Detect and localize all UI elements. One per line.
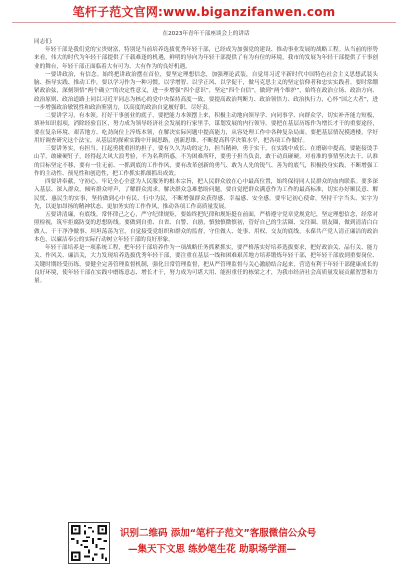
paragraph: 一要讲政治，有信念。始终把讲政治摆在首位，要坚定理想信念，加强理论武装，自觉用习近平新时代中国特色社会主义思想武装头脑、指导实践、推动工作，要以学习作为一种习惯，以学增智、以学正风、以学促干，做马克思主义的坚定信仰者和忠实实践者。要时常绷紧政治弦，深刻领悟“两个确立”的决定性意义，进一步增强“四个意识”，坚定“四个自信”，做到“两个维护”，始终在政治立场、政治方向、政治原则、政治道路上同以习近平同志为核心的党中央保持高度一致，要提高政治判断力、政治领悟力、政治执行力，心怀“国之大者”，进一步增强政治敏锐性和政治鉴别力，以高度的政治自觉履好职、尽好责。 — [34, 71, 378, 111]
document-body — [34, 30, 378, 512]
salutation: 同志们: — [34, 39, 53, 45]
footer-slogan: —集天下文思 练妙笔生花 助职场学涯— — [128, 544, 297, 555]
paragraph: 二要讲学习，有本领。打好干事创业的底子，要把能力本领摆上来，积极主动地向领导学、向同事学、向群众学，切实补齐能力短板，填补知识弱项，消除经验盲区，努力成为领导经济社会发展的行家里手，谋划发展的内行领导。要把在基层历练作为增长才干的重要途径，要在复杂环境、艰苦地方、吃劲岗位上淬炼本领，在解决实际问题中提高能力，从容处理工作中各种复杂局面。要把基层情况摸透楼，学好用好调查研究这个法宝，从基层的探索实践中开阔思路，创新思维，不断提高科学决策水平，把各项工作做好。 — [34, 113, 378, 144]
site-header — [0, 0, 408, 24]
paragraph: 年轻干部培养是一项系统工程，把年轻干部培养作为一项战略任务抓紧抓实，要严格落实好培养选拔要求，把好政治关、品行关、能力关、作风关、廉洁关，大力发现培养选拔优秀年轻干部，要注重在基层一线和困难艰苦地方培养锻炼年轻干部，把年轻干部放到重要岗位、关键时期经受历练，要健全完善管理监督机制，强化日常管理监督，把从严管理监督与关心激励结合起来，营造有利于年轻干部健康成长的良好环境，使年轻干部在实践中磨练意志、增长才干，努力成为可堪大用、能担重任的栋梁之才，为我市经济社会高质量发展贡献智慧和力量。 — [34, 245, 378, 284]
header-divider — [12, 22, 396, 23]
footer — [0, 518, 408, 580]
paragraph: 五要讲清廉，有底线。常怀律己之心，严守纪律规矩，要始终把纪律和规矩挺在前面，严格遵守党章党规党纪，坚定理想信念，经常对照检视，筑牢拒腐防变的思想防线。要做到自重、自省、自警、自励，慎独慎微慎初，管好自己的生活圈、交往圈、朋友圈，做到清清白白做人、干干净净做事、坦坦荡荡为官，自觉接受党组织和群众的监督，守住做人、处事、用权、交友的底线，永葆共产党人清正廉洁的政治本色，以廉洁奉公的实际行动树立年轻干部的良好形象。 — [34, 212, 378, 243]
paragraph: 四要讲奉献，守初心。牢记全心全意为人民服务的根本宗旨，把人民群众放在心中最高位置，始终保持同人民群众的血肉联系。要多深入基层、深入群众，倾听群众呼声，了解群众需求，解决群众急难愁盼问题，要自觉把群众满意作为工作的最高标准，切实办好顺民意、解民忧、惠民生的实事，坚持做到心中有民、行中为民，不断增强群众获得感、幸福感、安全感。要牢记初心使命，坚持干字当头、实字为先，以更加昂扬的精神状态、更加务实的工作作风，推动各项工作高质量发展。 — [34, 179, 378, 210]
document-title: 在2023年青年干部座谈会上的讲话 — [162, 31, 250, 37]
site-name: 笔杆子范文官网:www.biganzifanwen.com — [72, 5, 336, 19]
paragraph: 年轻干部是我们党的宝贵财富，特别是当前培养选拔优秀年轻干部，已经成为加强党的建设、推动事业发展的战略工程。从当前的形势来看，伟大的时代为年轻干部提供了千载难逢的机遇，鲜明的导向为年轻干部提供了有为有位的环境，我市的发展为年轻干部提供了干事创业的舞台，年轻干部正面临着大有可为、大有作为的良好机遇。 — [34, 47, 378, 70]
paragraph: 三要讲务实，有担当。扛起勇挑重担的担子，要有久久为功的定力，担当精神，勇于实干，在实践中成长、在磨砺中提高，要能接烫手山芋，敢碰硬钉子，经得起大风大浪考验，不为名利所惑，不为困难所吓，要勇于担当负责，敢于动真碰硬，对看准的事情坚决去干、认准的目标坚定不移，要有一往无前、一抓到底的工作作风，要有改革创新的勇气、敢为人先的锐气、善为的底气，积极投身实践，不断增强工作的主动性、预见性和创造性，把工作抓实抓细抓出成效。 — [34, 146, 378, 177]
footer-cta: 识别二维码 添加“笔杆子范文”客服微信公众号 — [120, 528, 317, 539]
qr-code-icon[interactable] — [68, 522, 110, 564]
